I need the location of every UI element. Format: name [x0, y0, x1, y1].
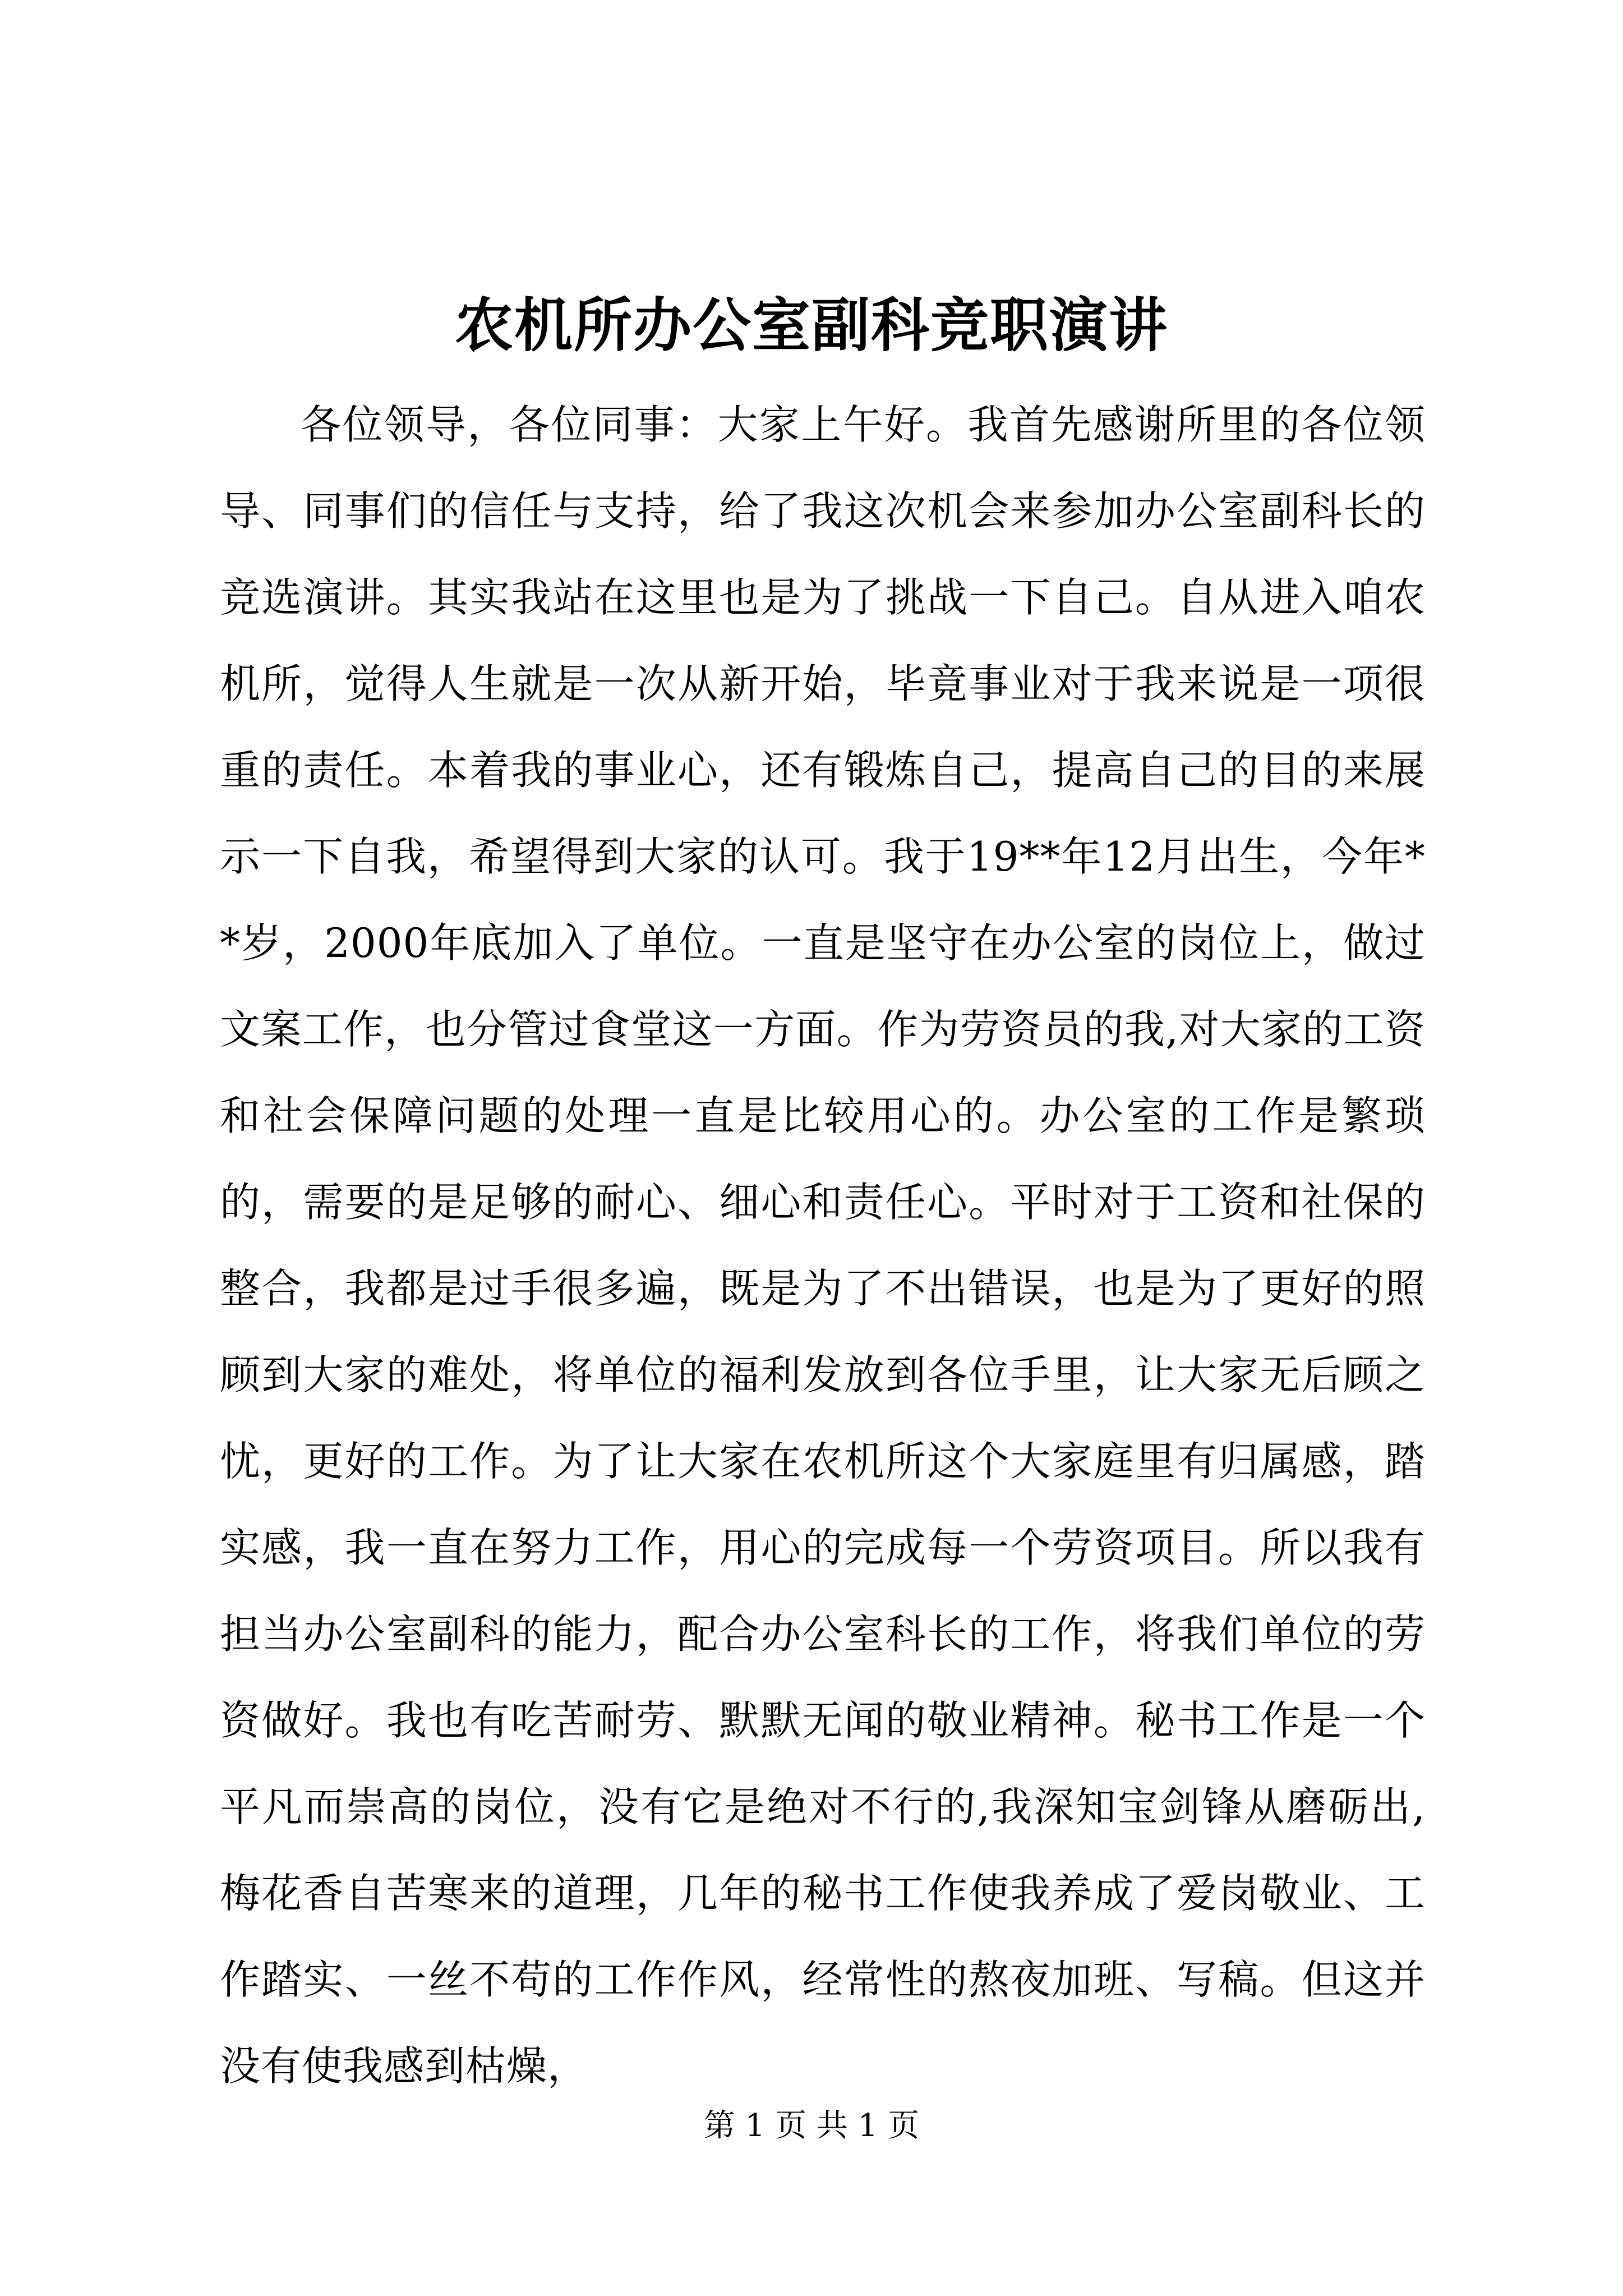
page-footer: 第 1 页 共 1 页 [703, 2108, 920, 2144]
body-paragraph: 各位领导，各位同事：大家上午好。我首先感谢所里的各位领导、同事们的信任与支持，给了我这次机会来参加办公室副科长的竞选演讲。其实我站在这里也是为了挑战一下自己。自从进入咱农机所，觉得人生就是一次从新开始，毕竟事业对于我来说是一项很重的责任。本着我的事业心，还有锻炼自己，提高自己的目的来展示一下自我，希望得到大家的认可。我于19**年12月出生，今年**岁，2000年底加入了单位。一直是坚守在办公室的岗位上，做过文案工作，也分管过食堂这一方面。作为劳资员的我,对大家的工资和社会保障问题的处理一直是比较用心的。办公室的工作是繁琐的，需要的是足够的耐心、细心和责任心。平时对于工资和社保的整合，我都是过手很多遍，既是为了不出错误，也是为了更好的照顾到大家的难处，将单位的福利发放到各位手里，让大家无后顾之忧，更好的工作。为了让大家在农机所这个大家庭里有归属感，踏实感，我一直在努力工作，用心的完成每一个劳资项目。所以我有担当办公室副科的能力，配合办公室科长的工作，将我们单位的劳资做好。我也有吃苦耐劳、默默无闻的敬业精神。秘书工作是一个平凡而崇高的岗位，没有它是绝对不行的,我深知宝剑锋从磨砺出,梅花香自苦寒来的道理，几年的秘书工作使我养成了爱岗敬业、工作踏实、一丝不苟的工作作风，经常性的熬夜加班、写稿。但这并没有使我感到枯燥， [220, 401, 1426, 2090]
document-title: 农机所办公室副科竞职演讲 [454, 291, 1168, 360]
